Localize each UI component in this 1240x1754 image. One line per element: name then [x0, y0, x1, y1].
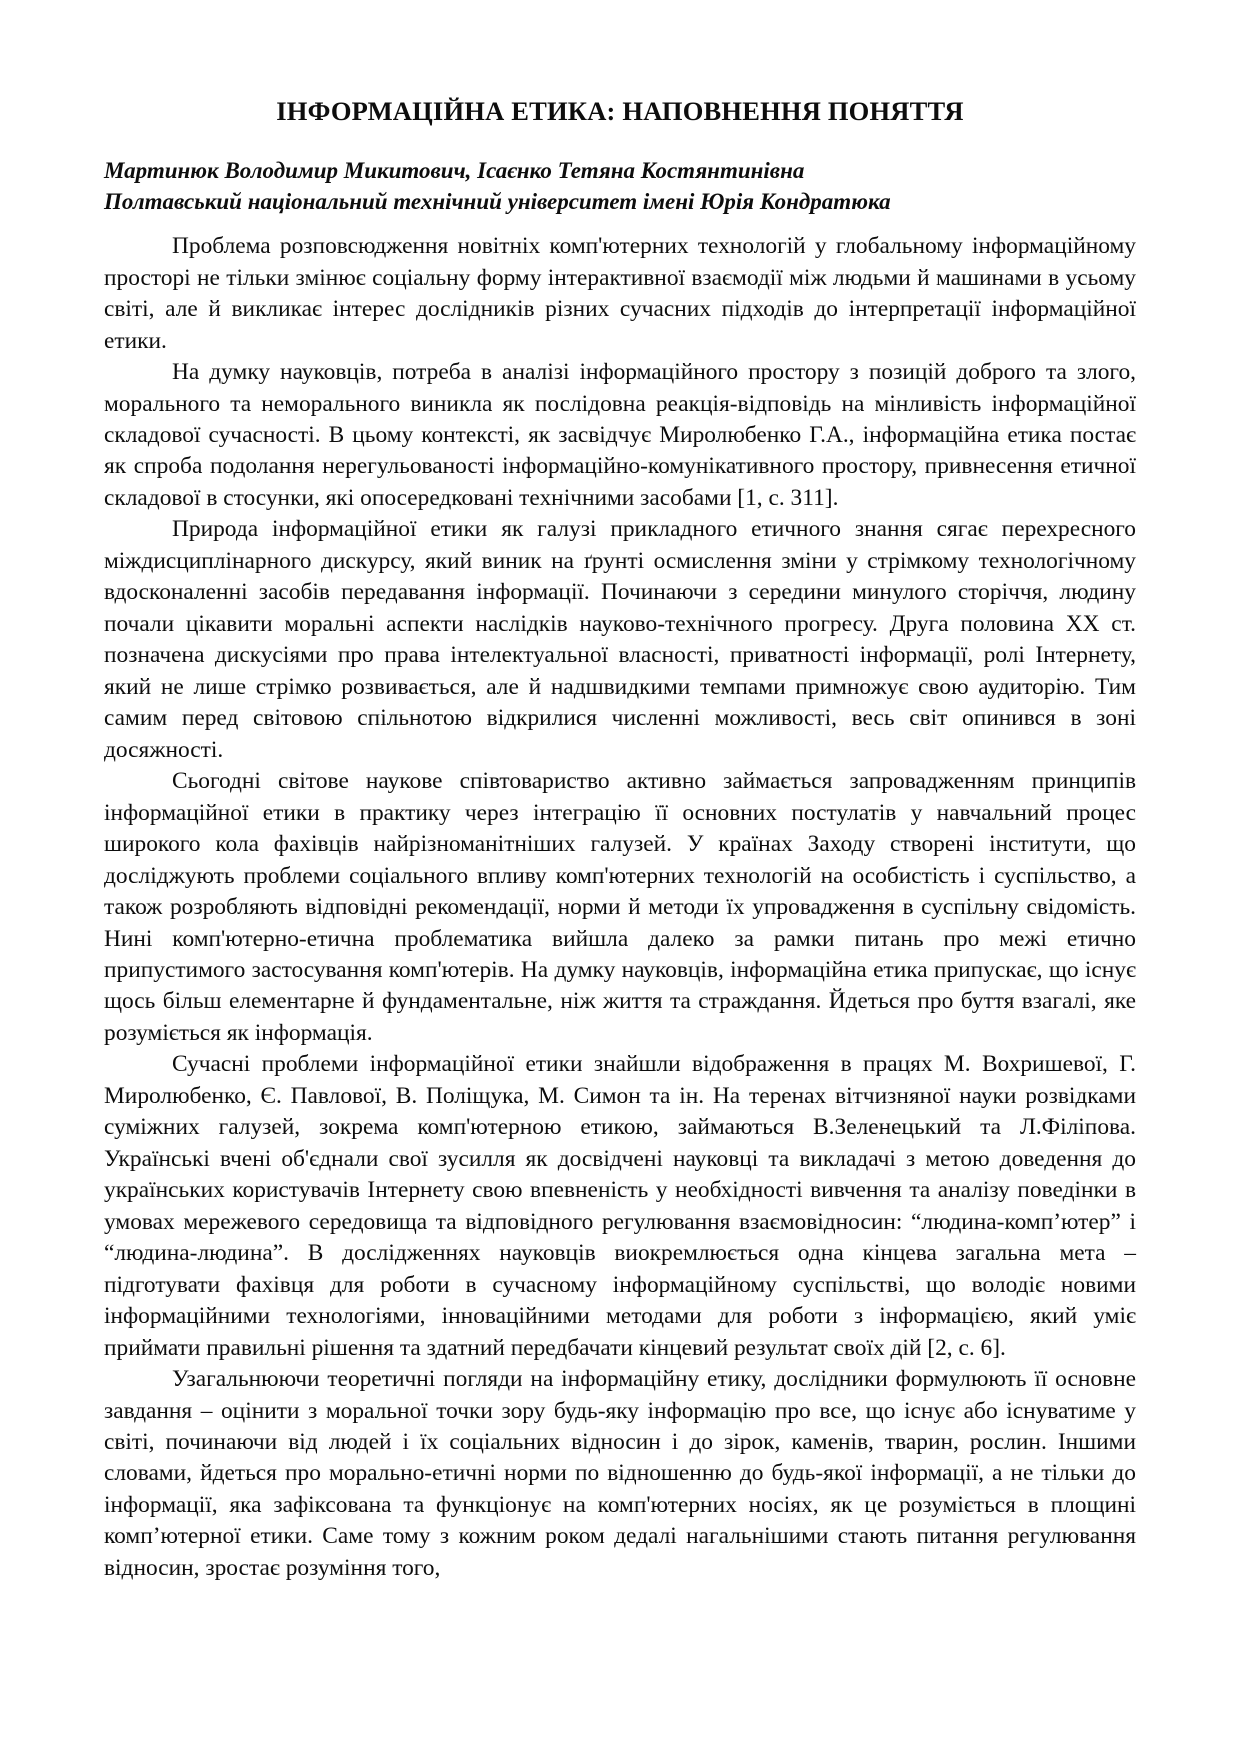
body-paragraph: Сучасні проблеми інформаційної етики знайшли відображення в працях М. Вохришевої, Г. Миролюбенко, Є. Павлової, В. Поліщука, М. Симон та ін. На теренах вітчизняної науки розвідками суміжних галузей, зокрема комп'ютерною етикою, займаються В.Зеленецький та Л.Філіпова. Українські вчені об'єднали свої зусилля як досвідчені науковці та викладачі з метою доведення до українських користувачів Інтернету свою впевненість у необхідності вивчення та аналізу поведінки в умовах мережевого середовища та відповідного регулювання взаємовідносин: “людина-комп’ютер” і “людина-людина”. В дослідженнях науковців виокремлюється одна кінцева загальна мета – підготувати фахівця для роботи в сучасному інформаційному суспільстві, що володіє новими інформаційними технологіями, інноваційними методами для роботи з інформацією, який уміє приймати правильні рішення та здатний передбачати кінцевий результат своїх дій [2, с. 6].	[104, 1051, 1136, 1361]
author-affiliation: Полтавський національний технічний університет імені Юрія Кондратюка	[104, 188, 891, 214]
body-paragraph: На думку науковців, потреба в аналізі інформаційного простору з позицій доброго та злого, морального та неморального виникла як послідовна реакція-відповідь на мінливість інформаційної складової сучасності. В цьому контексті, як засвідчує Миролюбенко Г.А., інформаційна етика постає як спроба подолання нерегульованості інформаційно-комунікативного простору, привнесення етичної складової в стосунки, які опосередковані технічними засобами [1, с. 311].	[104, 359, 1136, 511]
body-paragraph: Природа інформаційної етики як галузі прикладного етичного знання сягає перехресного міждисциплінарного дискурсу, який виник на ґрунті осмислення зміни у стрімкому технологічному вдосконаленні засобів передавання інформації. Починаючи з середини минулого сторіччя, людину почали цікавити моральні аспекти наслідків науково-технічного прогресу. Друга половина ХХ ст. позначена дискусіями про права інтелектуальної власності, приватності інформації, ролі Інтернету, який не лише стрімко розвивається, але й надшвидкими темпами примножує свою аудиторію. Тим самим перед світовою спільнотою відкрилися численні можливості, весь світ опинився в зоні досяжності.	[104, 516, 1136, 763]
author-names: Мартинюк Володимир Микитович, Ісаєнко Тетяна Костянтинівна	[104, 158, 805, 184]
page-title: ІНФОРМАЦІЙНА ЕТИКА: НАПОВНЕННЯ ПОНЯТТЯ	[276, 96, 964, 126]
article-body	[104, 231, 1136, 1584]
authors-block	[104, 156, 1136, 217]
body-paragraph: Проблема розповсюдження новітніх комп'ютерних технологій у глобальному інформаційному просторі не тільки змінює соціальну форму інтерактивної взаємодії між людьми й машинами в усьому світі, але й викликає інтерес дослідників різних сучасних підходів до інтерпретації інформаційної етики.	[104, 233, 1136, 354]
body-paragraph: Узагальнюючи теоретичні погляди на інформаційну етику, дослідники формулюють її основне завдання – оцінити з моральної точки зору будь-яку інформацію про все, що існує або існуватиме у світі, починаючи від людей і їх соціальних відносин і до зірок, каменів, тварин, рослин. Іншими словами, йдеться про морально-етичні норми по відношенню до будь-якої інформації, а не тільки до інформації, яка зафіксована та функціонує на комп'ютерних носіях, як це розуміється в площині комп’ютерної етики. Саме тому з кожним роком дедалі нагальнішими стають питання регулювання відносин, зростає розуміння того,	[104, 1366, 1136, 1581]
body-paragraph: Сьогодні світове наукове співтовариство активно займається запровадженням принципів інформаційної етики в практику через інтеграцію її основних постулатів у навчальний процес широкого кола фахівців найрізноманітніших галузей. У країнах Заходу створені інститути, що досліджують проблеми соціального впливу комп'ютерних технологій на особистість і суспільство, а також розробляють відповідні рекомендації, норми й методи їх упровадження в суспільну свідомість. Нині комп'ютерно-етична проблематика вийшла далеко за рамки питань про межі етично припустимого застосування комп'ютерів. На думку науковців, інформаційна етика припускає, що існує щось більш елементарне й фундаментальне, ніж життя та страждання. Йдеться про буття взагалі, яке розуміється як інформація.	[104, 768, 1136, 1046]
